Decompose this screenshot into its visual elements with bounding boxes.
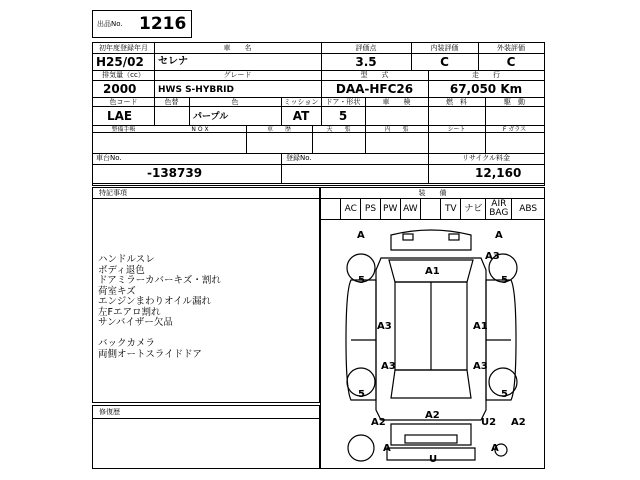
transmission-label: ミッション — [283, 98, 319, 106]
front-wheel-right-label: 5 — [501, 275, 508, 286]
lot-number-label: 出品No. — [97, 20, 123, 28]
rear-right-label: U2 — [481, 417, 497, 428]
grade-label: グレード — [223, 71, 252, 79]
right-front-door-label: A1 — [473, 321, 488, 332]
recycle-label: リサイクル料金 — [461, 154, 511, 162]
remark-line: 両側オートスライドドア — [98, 348, 202, 360]
equipment-row — [321, 199, 544, 220]
remarks-box — [92, 187, 320, 403]
color-code-label: 色コード — [109, 98, 138, 106]
front-wheel-left-label: 5 — [358, 275, 365, 286]
remark-line: 荷室キズ — [98, 285, 136, 297]
exterior-value: C — [506, 55, 516, 69]
glass-label: F ガラス — [502, 126, 527, 133]
exterior-label: 外装評価 — [497, 44, 525, 52]
rating-label: 評価点 — [355, 44, 377, 52]
left-rear-door-label: A3 — [381, 361, 396, 372]
remark-line: ボディ退色 — [98, 264, 145, 276]
interior-label: 内装評価 — [430, 44, 459, 52]
equipment-ps: PS — [361, 199, 380, 219]
drive-label: 駆 動 — [504, 98, 525, 106]
equipment-label: 装 備 — [418, 189, 447, 197]
grade-value: HWS S-HYBRID — [158, 85, 234, 95]
front-right-fender-label: A3 — [485, 251, 500, 262]
registration-label: 初年度登録年月 — [99, 44, 148, 52]
repair-box — [92, 405, 320, 469]
equipment-blank — [421, 199, 441, 219]
rear-wheel-left-label: 5 — [358, 389, 365, 400]
mileage-value: 67,050 Km — [449, 82, 523, 96]
front-left-label: A — [357, 230, 365, 241]
doors-label: ドア・形状 — [325, 98, 361, 106]
manual-label: 整備手帳 — [111, 126, 136, 133]
equipment-ac: AC — [341, 199, 361, 219]
history-label: 車 歴 — [266, 126, 291, 133]
equipment-box — [320, 187, 545, 469]
car-name-value: セレナ — [158, 56, 188, 67]
interior-trim-label: 内 張 — [384, 126, 409, 133]
mileage-label: 走 行 — [472, 71, 500, 79]
nox-label: N O X — [191, 126, 209, 133]
registration-value: H25/02 — [96, 55, 144, 69]
repair-label: 修復歴 — [99, 408, 120, 416]
fuel-label: 燃 料 — [446, 98, 467, 106]
chassis-no-value: -138739 — [147, 166, 203, 180]
equipment-spacer — [321, 199, 341, 219]
right-rear-door-label: A3 — [473, 361, 488, 372]
reg-no-label: 登録No. — [286, 154, 312, 162]
remark-line: ドアミラーカバーキズ・割れ — [98, 275, 221, 286]
equipment-navi: ナビ — [461, 199, 486, 219]
remarks-label: 特記事項 — [99, 189, 127, 197]
rear-left-corner-label: A2 — [371, 417, 386, 428]
remarks-list — [98, 255, 221, 360]
color-label: 色 — [231, 98, 239, 106]
inspection-label: 車 検 — [382, 98, 411, 106]
car-diagram — [321, 220, 544, 468]
remark-line: バックカメラ — [98, 338, 156, 349]
rear-bumper-right-label: A — [491, 443, 499, 454]
remark-line: サンバイザー欠品 — [98, 317, 173, 328]
color-code-value: LAE — [107, 109, 133, 123]
equipment-airbag: AIR BAG — [486, 199, 512, 219]
model-label: 型 式 — [360, 71, 389, 79]
color-tone-label: 色替 — [164, 98, 179, 106]
interior-value: C — [440, 55, 449, 69]
remark-line: ハンドルスレ — [98, 254, 155, 265]
sunroof-label: 天 張 — [326, 126, 351, 133]
left-front-door-label: A3 — [377, 321, 392, 332]
chassis-no-label: 車台No. — [96, 154, 122, 162]
seat-label: シート — [447, 126, 466, 133]
lot-number: 1216 — [139, 14, 187, 34]
equipment-tv: TV — [441, 199, 461, 219]
remark-line: エンジンまわりオイル漏れ — [98, 296, 212, 307]
recycle-value: 12,160 — [475, 166, 522, 180]
equipment-aw: AW — [401, 199, 421, 219]
equipment-abs: ABS — [519, 204, 538, 214]
rear-right-corner-label: A2 — [511, 417, 526, 428]
hood-label: A1 — [425, 266, 440, 277]
rating-value: 3.5 — [355, 55, 377, 69]
tailgate-label: A2 — [425, 410, 440, 421]
doors-value: 5 — [338, 109, 348, 123]
vehicle-info-table — [92, 42, 545, 186]
displacement-label: 排気量（cc） — [102, 71, 145, 79]
remark-line: 左Fエアロ割れ — [98, 306, 161, 318]
front-right-label: A — [495, 230, 503, 241]
equipment-pw: PW — [381, 199, 401, 219]
car-name-label: 車 名 — [223, 44, 252, 52]
transmission-value: AT — [292, 109, 310, 123]
rear-wheel-right-label: 5 — [501, 389, 508, 400]
rear-bottom-label: U — [429, 454, 438, 465]
model-value: DAA-HFC26 — [335, 82, 414, 96]
rear-bumper-left-label: A — [383, 443, 391, 454]
color-value: パープル — [193, 112, 229, 122]
lot-number-box — [92, 10, 192, 38]
displacement-value: 2000 — [103, 82, 137, 96]
